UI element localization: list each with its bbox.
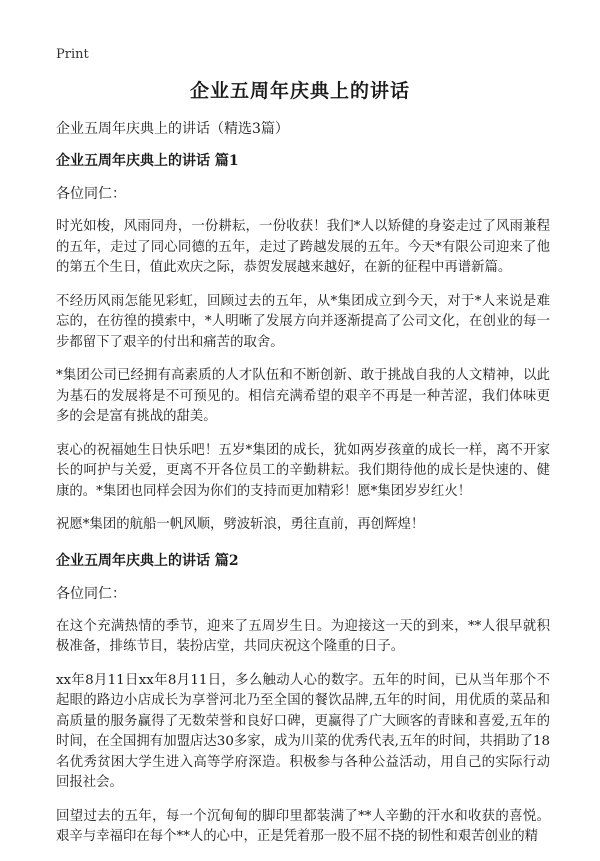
- section-greeting: 各位同仁：: [56, 186, 126, 202]
- paragraph: 在这个充满热情的季节，迎来了五周岁生日。为迎接这一天的到来，**人很早就积极准备，排练节目，装扮店堂，共同庆祝这个隆重的日子。: [56, 618, 550, 654]
- paragraph: 衷心的祝福她生日快乐吧！五岁*集团的成长，犹如两岁孩童的成长一样，离不开家长的呵护与关爱，更离不开各位员工的辛勤耕耘。我们期待他的成长是快速的、健康的。*集团也同样会因为你们的支持而更加精彩！愿*集团岁岁红火！: [56, 442, 550, 499]
- paragraph: 回望过去的五年，每一个沉甸甸的脚印里都装满了**人辛勤的汗水和收获的喜悦。艰辛与幸福印在每个**人的心中，正是凭着那一股不屈不挠的韧性和艰苦创业的精: [56, 808, 550, 844]
- section-heading: 企业五周年庆典上的讲话 篇2: [56, 552, 239, 569]
- document-subtitle: 企业五周年庆典上的讲话（精选3篇）: [56, 121, 289, 137]
- section-1: [56, 151, 550, 536]
- document-title: 企业五周年庆典上的讲话: [189, 80, 410, 102]
- document-body: [56, 151, 550, 861]
- paragraph: 不经历风雨怎能见彩虹，回顾过去的五年，从*集团成立到今天，对于*人来说是难忘的，在彷徨的摸索中，*人明晰了发展方向并逐渐提高了公司文化，在创业的每一步都留下了艰辛的付出和痛苦的取舍。: [56, 293, 550, 350]
- print-link[interactable]: Print: [56, 47, 89, 62]
- paragraph: xx年8月11日xx年8月11日，多么触动人心的数字。五年的时间，已从当年那个不起眼的路边小店成长为享誉河北乃至全国的餐饮品牌,五年的时间，用优质的菜品和高质量的服务赢得了无数荣誉和良好口碑，更赢得了广大顾客的青睐和喜爱,五年的时间，在全国拥有加盟店达30多家，成为川菜的优秀代表,五年的时间，共捐助了18名优秀贫困大学生进入高等学府深造。积极参与各种公益活动，用自己的实际行动回报社会。: [56, 672, 550, 790]
- section-heading: 企业五周年庆典上的讲话 篇1: [56, 153, 239, 169]
- paragraph: 时光如梭，风雨同舟，一份耕耘，一份收获！我们*人以矫健的身姿走过了风雨兼程的五年，走过了同心同德的五年，走过了跨越发展的五年。今天*有限公司迎来了他的第五个生日，值此欢庆之际，恭贺发展越来越好，在新的征程中再谱新篇。: [56, 219, 550, 275]
- paragraph: *集团公司已经拥有高素质的人才队伍和不断创新、敢于挑战自我的人文精神，以此为基石的发展将是不可预见的。相信充满希望的艰辛不再是一种苦涩，我们体味更多的会是富有挑战的甜美。: [56, 368, 550, 424]
- paragraph: 祝愿*集团的航船一帆风顺，劈波斩浪，勇往直前，再创辉煌！: [56, 517, 425, 532]
- section-2: [56, 551, 550, 848]
- section-greeting: 各位同仁：: [56, 585, 126, 602]
